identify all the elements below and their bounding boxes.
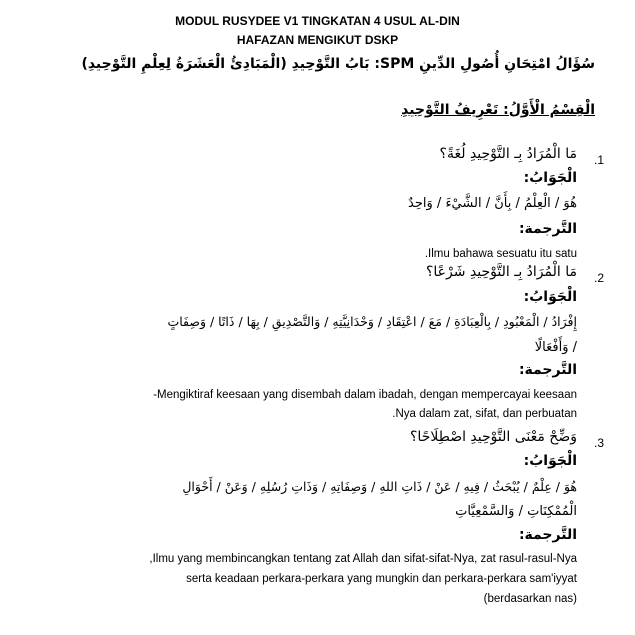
section-heading: الْقِسْمُ الْأَوَّلُ: تَعْرِيفُ التَّوْحِيدِ (401, 102, 595, 118)
answer-label: الْجَوَابُ: (523, 289, 577, 305)
translation-text: serta keadaan perkara-perkara yang mungkin dan perkara-perkara sam'iyyat (186, 573, 577, 585)
question-number: .2 (594, 271, 605, 285)
translation-label: التَّرجمة: (518, 221, 577, 237)
translation-text: Ilmu bahawa sesuatu itu satu. (424, 248, 577, 260)
answer-text: / وَأَفْعَالًا (534, 340, 577, 355)
translation-text: Ilmu yang membincangkan tentang zat Allah dan sifat-sifat-Nya, zat rasul-rasul-Nya, (149, 553, 577, 565)
module-subtitle: HAFAZAN MENGIKUT DSKP (236, 33, 399, 47)
answer-text: هُوَ / عِلْمٌ / يُبْحَثُ / فِيهِ / عَنْ / ذَاتِ اللهِ / وَصِفَاتِهِ / وَذَاتِ رُسُلِهِ / وَعَنْ / أَحْوَالِ (182, 479, 577, 494)
answer-label: الْجَوَابُ: (523, 453, 577, 469)
translation-text: (berdasarkan nas) (483, 593, 577, 605)
answer-text: الْمُمْكِنَاتِ / وَالسَّمْعِيَّاتِ (455, 504, 577, 519)
question-text: وَضِّحْ مَعْنَى التَّوْحِيدِ اصْطِلَاحًا؟ (410, 429, 577, 445)
translation-text: Mengiktiraf keesaan yang disembah dalam ibadah, dengan mempercayai keesaan- (153, 389, 577, 401)
question-text: مَا الْمُرَادُ بِـ التَّوْحِيدِ شَرْعًا؟ (425, 264, 577, 280)
translation-label: التَّرجمة: (518, 362, 577, 378)
translation-text: Nya dalam zat, sifat, dan perbuatan. (392, 408, 577, 420)
question-number: .1 (594, 153, 605, 167)
module-title: MODUL RUSYDEE V1 TINGKATAN 4 USUL AL-DIN (175, 14, 460, 28)
answer-text: إِفْرَادُ / الْمَعْبُودِ / بِالْعِبَادَةِ / مَعَ / اعْتِقَادِ / وَحْدَانِيَّتِهِ / وَالتَّصْدِيقِ / بِهَا / ذَاتًا / وَصِفَاتٍ (167, 314, 577, 329)
answer-label: الْجَوَابُ: (523, 170, 577, 186)
answer-text: هُوَ / الْعِلْمُ / بِأَنَّ / الشَّيْءَ / وَاحِدٌ (408, 196, 577, 211)
exam-title: سُؤَالُ امْتِحَانِ أُصُولِ الدِّينِ SPM: بَابُ التَّوْحِيدِ (الْمَبَادِئُ الْعَشَرَةُ لِعِلْمِ التَّوْحِيدِ) (81, 56, 595, 72)
translation-label: التَّرجمة: (518, 527, 577, 543)
question-text: مَا الْمُرَادُ بِـ التَّوْحِيدِ لُغَةً؟ (439, 146, 577, 162)
question-number: .3 (594, 436, 605, 450)
